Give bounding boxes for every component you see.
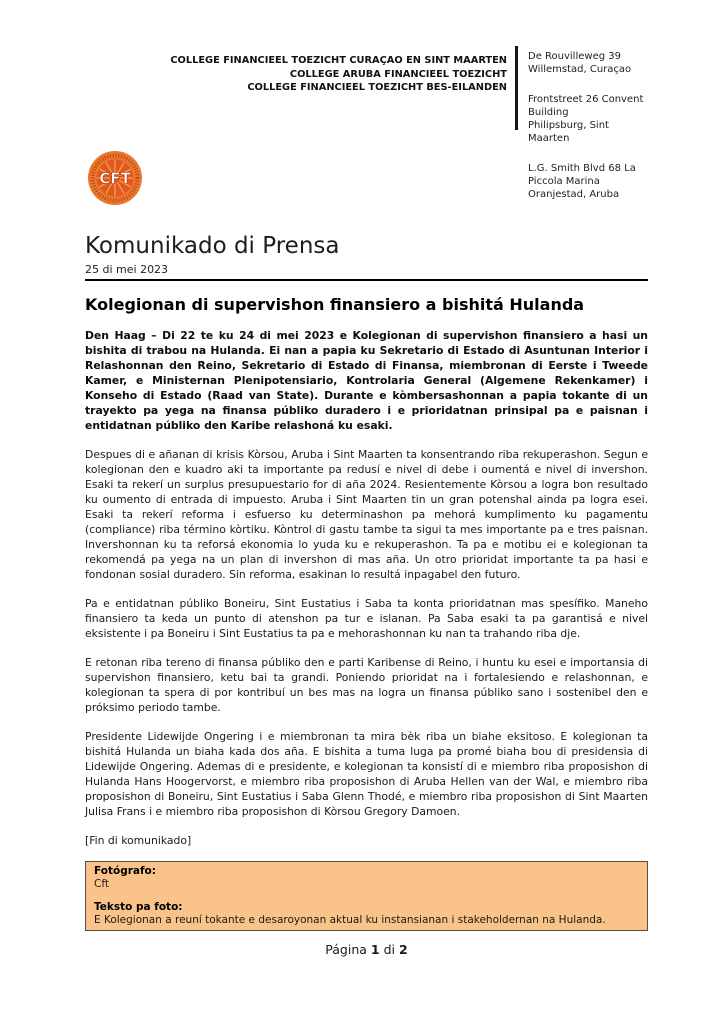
photographer-value: Cft [94, 877, 109, 890]
press-release-headline: Kolegionan di supervishon finansiero a bishitá Hulanda [85, 295, 585, 314]
paragraph-3: E retonan riba tereno di finansa públiko den e parti Karibense di Reino, i huntu ku esei e importansia di supervishon finansiero, ketu bai ta grandi. Poniendo prioridat na i fortalesiendo e relashonnan, e kolegionan ta spera di por kontribuí un bes mas na logra un finansa públiko sano i sostenibel den e próksimo periodo tambe. [85, 656, 648, 714]
press-release-document [85, 0, 648, 957]
photo-caption-label: Teksto pa foto: [94, 901, 183, 914]
page-separator: di [383, 942, 396, 958]
paragraph-2: Pa e entidatnan públiko Boneiru, Sint Eustatius i Saba ta konta prioridatnan mas spesífiko. Maneho finansiero ta keda un punto di atenshon pa tur e islanan. Pa Saba esaki ta pa garantisá e nivel eksistente i pa Boneiru i Sint Eustatius ta pa e mehorashonnan ku nan ta trahando riba dje. [85, 597, 648, 640]
photo-caption-value: E Kolegionan a reuní tokante e desaroyonan aktual ku instansianan i stakeholdernan na Hulanda. [94, 913, 606, 926]
college-name-1: COLLEGE FINANCIEEL TOEZICHT CURAÇAO EN SINT MAARTEN [170, 55, 507, 66]
photographer-label: Fotógrafo: [94, 865, 156, 877]
address-line: L.G. Smith Blvd 68 La Piccola Marina [528, 163, 636, 187]
college-name-3: COLLEGE FINANCIEEL TOEZICHT BES-EILANDEN [247, 82, 507, 93]
address-line: Frontstreet 26 Convent Building [528, 94, 644, 118]
document-title: Komunikado di Prensa [85, 233, 340, 259]
page-number [85, 942, 648, 957]
address-line: De Rouvilleweg 39 [528, 51, 621, 62]
photo-credit-box [85, 861, 648, 931]
address-sint-maarten [528, 93, 648, 145]
address-line: Willemstad, Curaçao [528, 64, 632, 75]
address-line: Philipsburg, Sint Maarten [528, 120, 609, 144]
page-label: Página [325, 942, 367, 958]
office-addresses [528, 50, 648, 218]
page-current: 1 [370, 942, 380, 958]
horizontal-rule [85, 279, 648, 281]
cft-logo-icon [87, 150, 143, 206]
body-text [85, 328, 648, 848]
document-date: 25 di mei 2023 [85, 263, 169, 276]
college-names [85, 54, 507, 95]
lead-paragraph: Den Haag – Di 22 te ku 24 di mei 2023 e Kolegionan di supervishon finansiero a hasi un bishita di trabou na Hulanda. Ei nan a papia ku Sekretario di Estado di Asuntunan Interior i Relashonnan den Reino, Sekretario di Estado di Finansa, miembronan di Eerste i Tweede Kamer, e Ministernan Plenipotensiario, Kontrolaria General (Algemene Rekenkamer) i Konseho di Estado (Raad van State). Durante e kòmbersashonnan a papia tokante di un trayekto pa yega na finansa públiko duradero i e prioridatnan prinsipal pa e paisnan i entidatnan públiko den Karibe relashoná ku esaki. [85, 329, 648, 432]
spacer [94, 890, 639, 901]
address-curacao [528, 50, 648, 76]
paragraph-1: Despues di e añanan di krisis Kòrsou, Aruba i Sint Maarten ta konsentrando riba rekuperashon. Segun e kolegionan den e kuadro aki ta importante pa redusí e nivel di debe i oumentá e nivel di invershon. Esaki ta rekerí un surplus presupuestario for di aña 2024. Resientemente Kòrsou a logra bon resultado ku oumento di entrada di impuesto. Aruba i Sint Maarten tin un gran potenshal ainda pa logra esei. Esaki ta rekerí reforma i esfuerso ku determinashon pa mehorá kumplimento ku pagamentu (compliance) riba término kòrtiku. Kòntrol di gastu tambe ta sigui ta mes importante pa e tres paisnan. Invershonnan ku ta reforsá ekonomia lo yuda ku e rekuperashon. Ta pa e motibu ei e kolegionan ta rekomendá pa yega na un plan di invershon di mas aña. Un otro prioridat importante ta pa hasi e fondonan sosial duradero. Sin reforma, esakinan lo resultá inpagabel den futuro. [85, 448, 648, 581]
paragraph-4: Presidente Lidewijde Ongering i e miembronan ta mira bèk riba un biahe eksitoso. E kolegionan ta bishitá Hulanda un biaha kada dos aña. E bishita a tuma luga pa promé biaha bou di presidensia di Lidewijde Ongering. Ademas di e presidente, e kolegionan ta konsistí di e miembro riba proposishon di Hulanda Hans Hoogervorst, e miembro riba proposishon di Aruba Hellen van der Wal, e miembro riba proposishon di Boneiru, Sint Eustatius i Saba Glenn Thodé, e miembro riba proposishon di Sint Maarten Julisa Frans i e miembro riba proposishon di Kòrsou Gregory Damoen. [85, 730, 648, 818]
address-aruba [528, 162, 648, 201]
college-name-2: COLLEGE ARUBA FINANCIEEL TOEZICHT [289, 68, 507, 80]
address-line: Oranjestad, Aruba [528, 189, 620, 200]
vertical-divider [515, 46, 518, 130]
end-of-release-marker: [Fin di komunikado] [85, 834, 192, 847]
cft-logo-text: CFT [99, 169, 131, 188]
page-total: 2 [399, 942, 408, 958]
